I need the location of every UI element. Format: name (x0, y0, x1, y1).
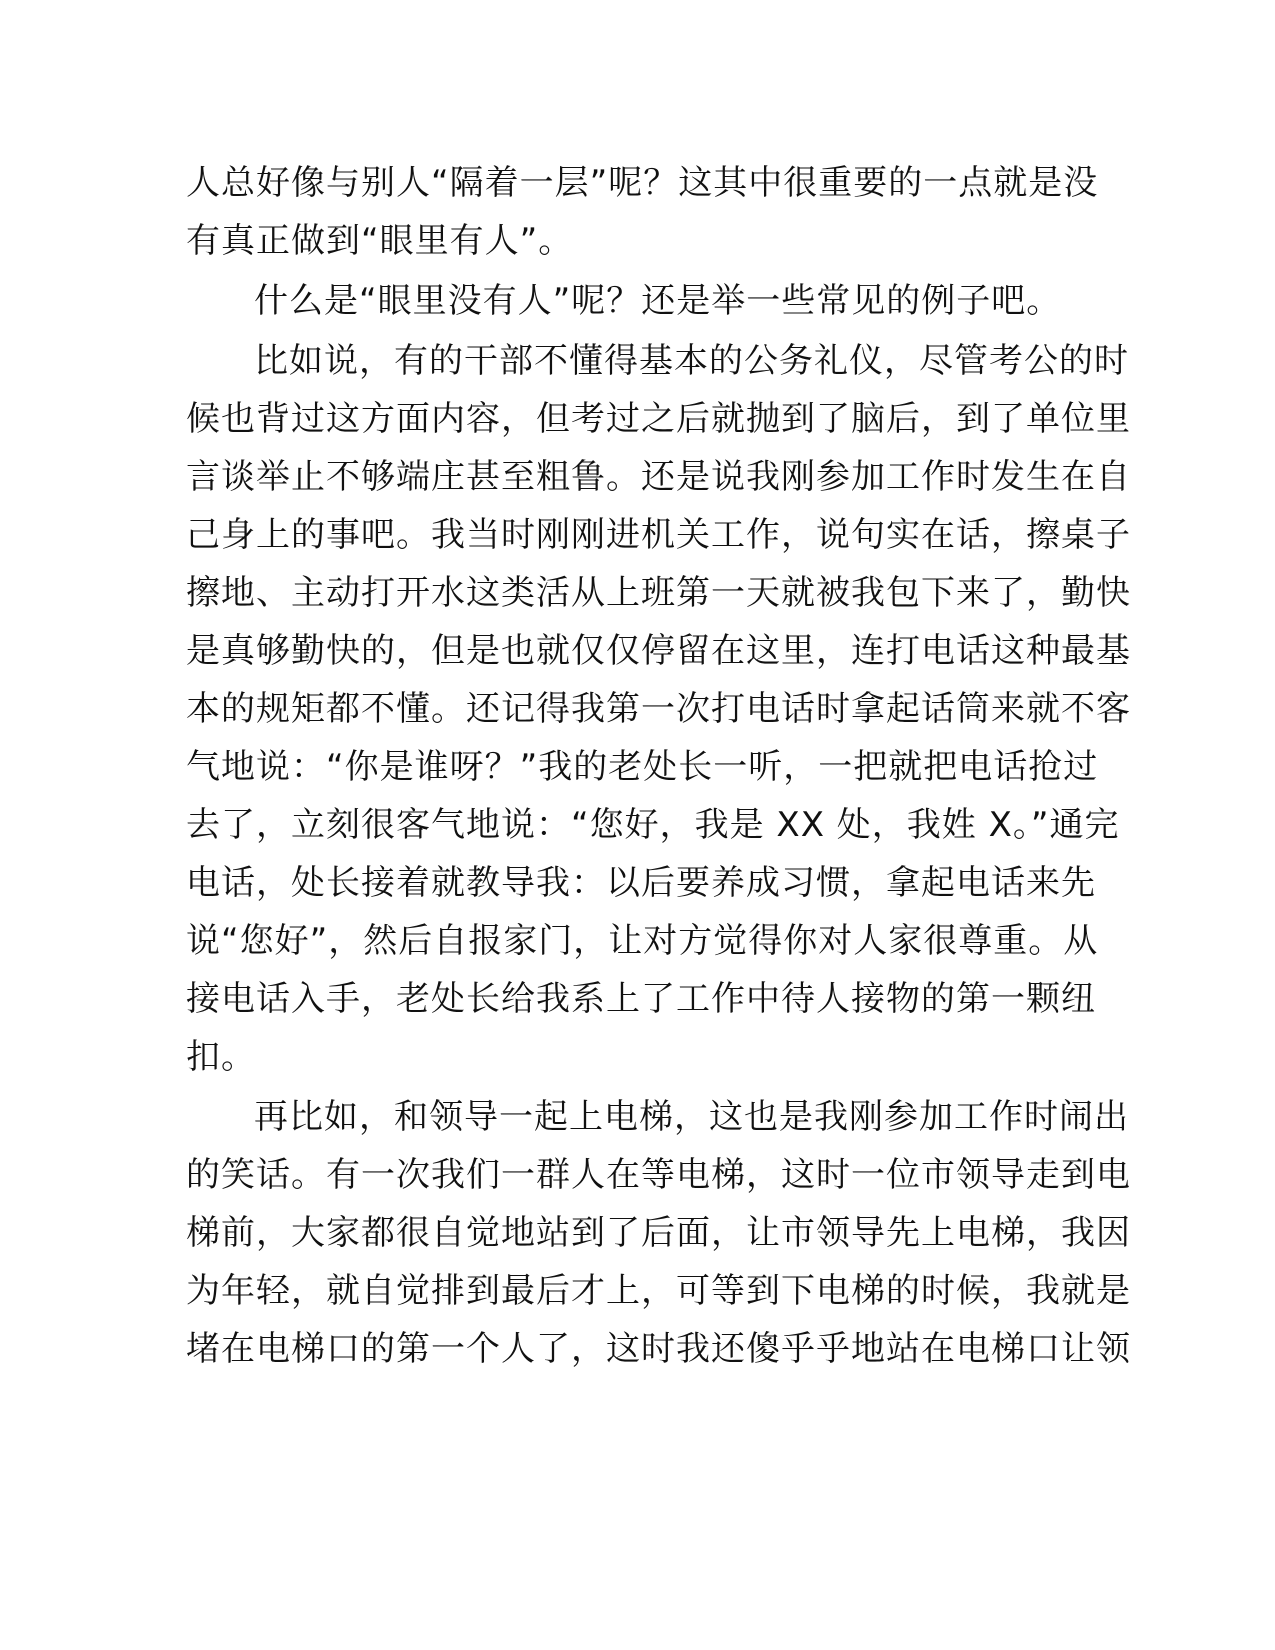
text-line: 扣。 (186, 1037, 256, 1077)
paragraph-1 (186, 154, 1099, 270)
text-line: 己身上的事吧。我当时刚刚进机关工作，说句实在话，擦桌子 (186, 515, 1131, 555)
text-line: 的笑话。有一次我们一群人在等电梯，这时一位市领导走到电 (186, 1155, 1131, 1195)
paragraph-2 (186, 272, 1086, 330)
text-line: 说“您好”，然后自报家门，让对方觉得你对人家很尊重。从 (186, 921, 1099, 961)
text-line: 再比如，和领导一起上电梯，这也是我刚参加工作时闹出 (254, 1097, 1129, 1137)
paragraph-4 (186, 1088, 1131, 1378)
text-line: 擦地、主动打开水这类活从上班第一天就被我包下来了，勤快 (186, 573, 1131, 613)
text-line: 是真够勤快的，但是也就仅仅停留在这里，连打电话这种最基 (186, 631, 1131, 671)
text-line: 去了，立刻很客气地说：“您好，我是 XX 处，我姓 X。”通完 (186, 805, 1120, 845)
text-line: 气地说：“你是谁呀？”我的老处长一听，一把就把电话抢过 (186, 747, 1099, 787)
text-line: 有真正做到“眼里有人”。 (186, 221, 574, 261)
text-line: 接电话入手，老处长给我系上了工作中待人接物的第一颗纽 (186, 979, 1096, 1019)
text-line: 为年轻，就自觉排到最后才上，可等到下电梯的时候，我就是 (186, 1271, 1131, 1311)
text-line: 候也背过这方面内容，但考过之后就抛到了脑后，到了单位里 (186, 399, 1131, 439)
text-line: 堵在电梯口的第一个人了，这时我还傻乎乎地站在电梯口让领 (186, 1329, 1131, 1369)
document-body (186, 154, 1131, 1378)
paragraph-3 (186, 332, 1131, 1086)
text-line: 人总好像与别人“隔着一层”呢？这其中很重要的一点就是没 (186, 163, 1099, 203)
text-line: 本的规矩都不懂。还记得我第一次打电话时拿起话筒来就不客 (186, 689, 1131, 729)
text-line: 电话，处长接着就教导我：以后要养成习惯，拿起电话来先 (186, 863, 1096, 903)
text-line: 什么是“眼里没有人”呢？还是举一些常见的例子吧。 (254, 281, 1062, 321)
text-line: 比如说，有的干部不懂得基本的公务礼仪，尽管考公的时 (254, 341, 1129, 381)
text-line: 梯前，大家都很自觉地站到了后面，让市领导先上电梯，我因 (186, 1213, 1131, 1253)
text-line: 言谈举止不够端庄甚至粗鲁。还是说我刚参加工作时发生在自 (186, 457, 1131, 497)
